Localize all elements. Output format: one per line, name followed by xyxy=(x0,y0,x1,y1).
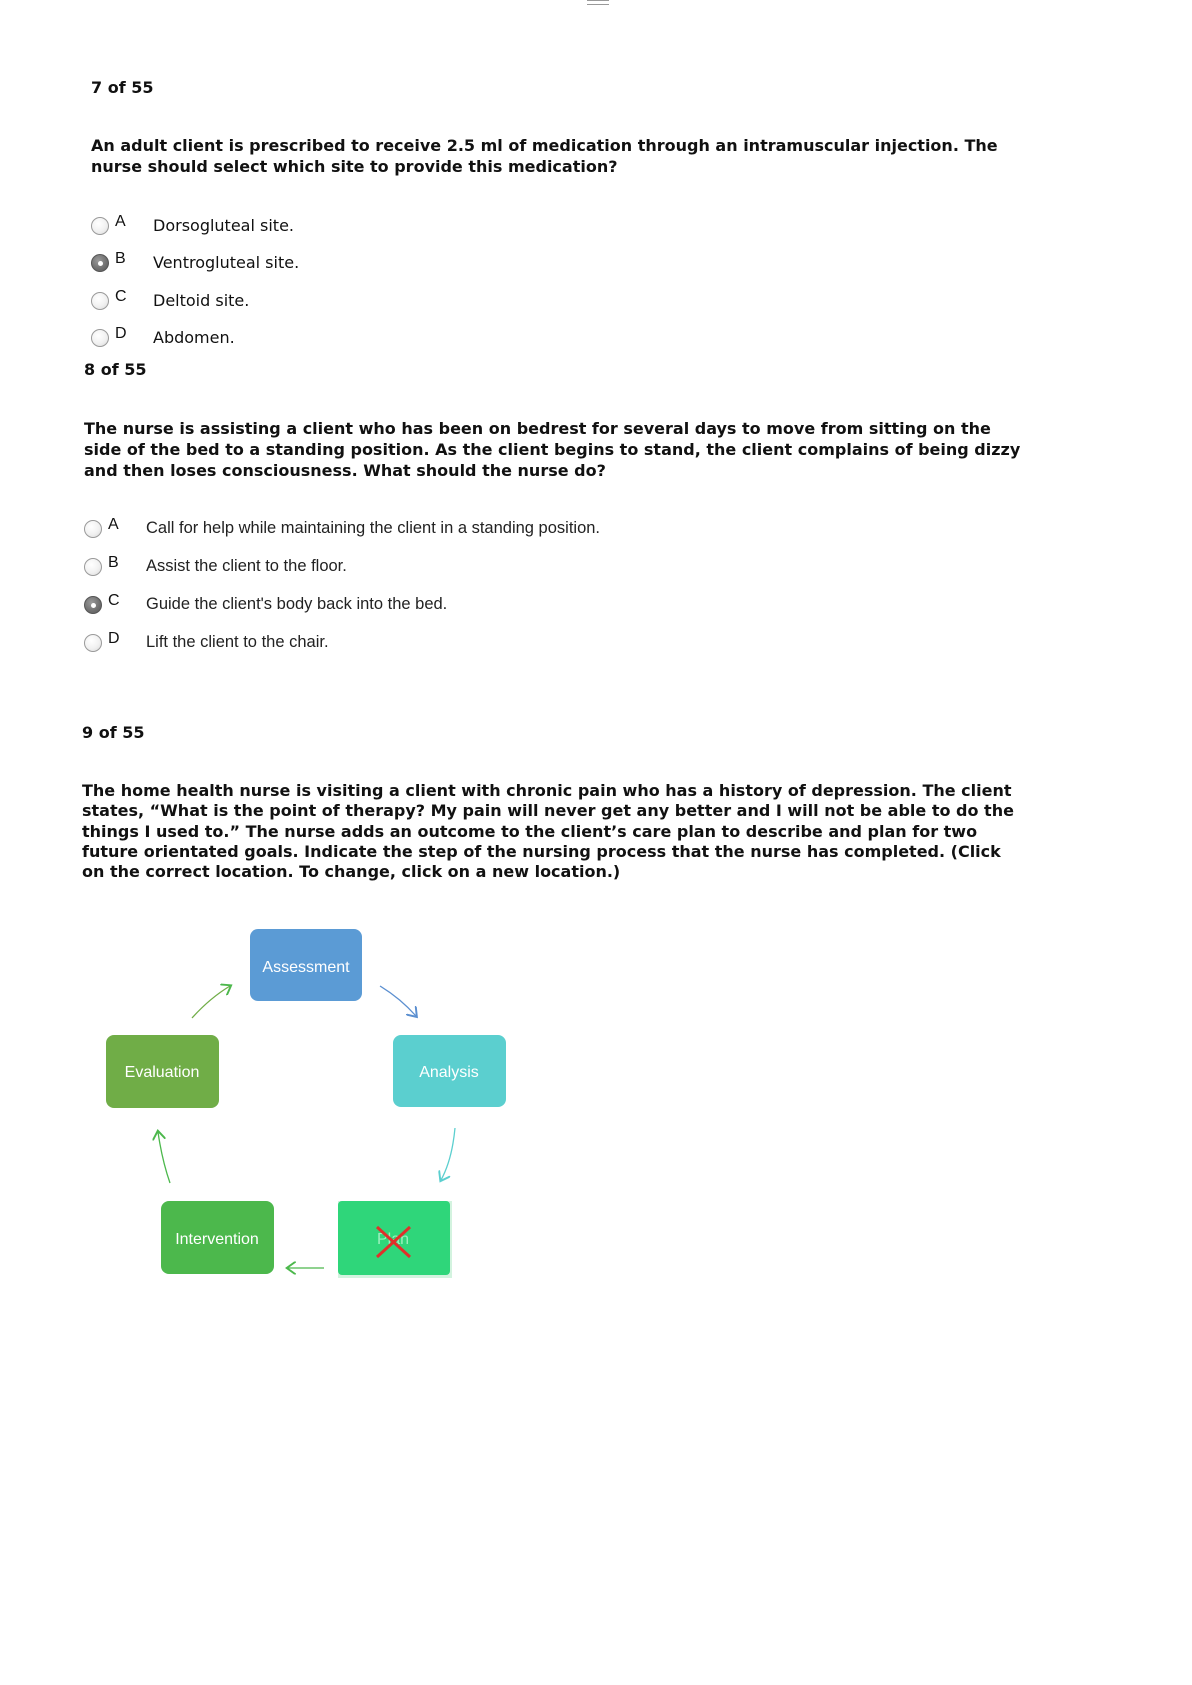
option-letter: A xyxy=(108,516,119,533)
option-text: Lift the client to the chair. xyxy=(146,633,329,651)
option-letter: B xyxy=(108,554,119,571)
question-9-number: 9 of 55 xyxy=(82,723,145,742)
option-letter: C xyxy=(108,592,120,609)
question-8-number: 8 of 55 xyxy=(84,360,147,379)
question-text-line: and then loses consciousness. What should the nurse do? xyxy=(84,461,606,480)
option-text: Abdomen. xyxy=(153,328,235,347)
option-text: Deltoid site. xyxy=(153,291,250,310)
option-letter: C xyxy=(115,288,127,305)
arrow-icon xyxy=(380,986,416,1016)
option-text: Ventrogluteal site. xyxy=(153,253,300,272)
node-analysis[interactable] xyxy=(393,1035,506,1107)
node-intervention[interactable] xyxy=(161,1201,274,1274)
node-analysis-label: Analysis xyxy=(419,1064,479,1081)
arrow-icon xyxy=(192,986,230,1018)
question-text-line: The home health nurse is visiting a client with chronic pain who has a history of depression. The client xyxy=(82,781,1012,800)
option-text: Call for help while maintaining the client in a standing position. xyxy=(146,519,601,537)
arrow-icon xyxy=(441,1128,455,1180)
node-plan[interactable] xyxy=(338,1201,452,1278)
question-text-line: nurse should select which site to provide this medication? xyxy=(91,157,618,176)
node-intervention-label: Intervention xyxy=(175,1231,259,1248)
question-text-line: things I used to.” The nurse adds an outcome to the client’s care plan to describe and plan for two xyxy=(82,821,978,841)
node-evaluation-label: Evaluation xyxy=(124,1064,200,1081)
question-text-line: The nurse is assisting a client who has been on bedrest for several days to move from sitting on the xyxy=(84,419,991,438)
option-letter: D xyxy=(115,325,127,342)
option-text: Guide the client's body back into the bed. xyxy=(146,595,448,613)
question-text-line: states, “What is the point of therapy? My pain will never get any better and I will not be able to do the xyxy=(82,801,1014,821)
question-text-line: future orientated goals. Indicate the step of the nursing process that the nurse has completed. (Click xyxy=(82,841,1001,861)
option-text: Dorsogluteal site. xyxy=(153,216,294,235)
question-text-line: side of the bed to a standing position. As the client begins to stand, the client complains of being dizzy xyxy=(84,440,1021,459)
option-letter: A xyxy=(115,213,126,230)
question-text-line: An adult client is prescribed to receive 2.5 ml of medication through an intramuscular injection. The xyxy=(91,136,998,155)
node-assessment-label: Assessment xyxy=(262,959,350,976)
question-7-number: 7 of 55 xyxy=(91,78,154,97)
node-evaluation[interactable] xyxy=(106,1035,219,1108)
node-plan-label: Plan xyxy=(376,1231,410,1248)
node-assessment[interactable] xyxy=(250,929,362,1001)
question-text-line: on the correct location. To change, click on a new location.) xyxy=(82,862,621,882)
option-text: Assist the client to the floor. xyxy=(146,557,347,575)
arrow-icon xyxy=(158,1132,170,1183)
option-letter: D xyxy=(108,630,120,647)
option-letter: B xyxy=(115,250,126,267)
